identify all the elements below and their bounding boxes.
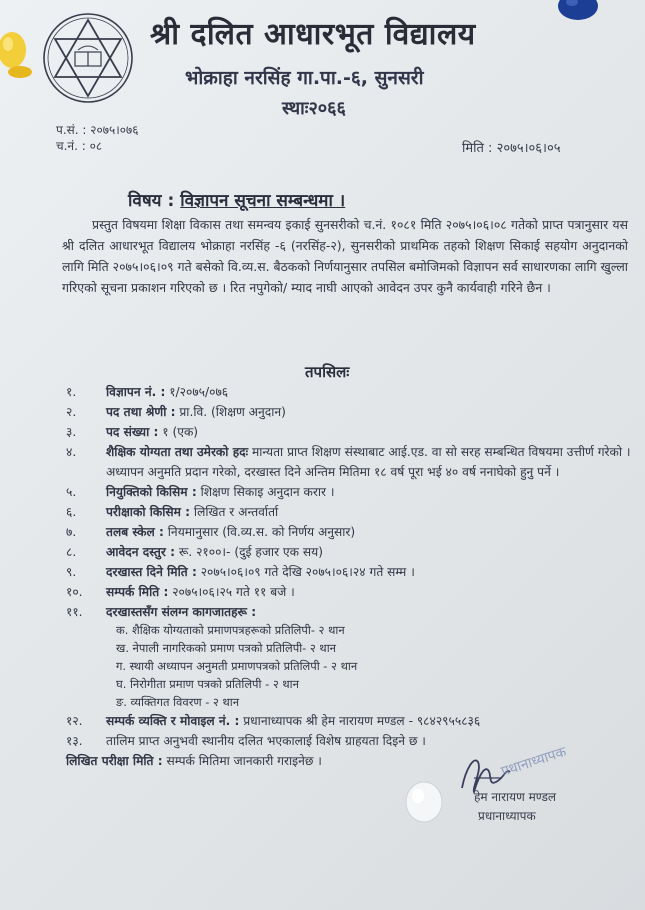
item-text: १/२०७५/०७६ [165, 385, 229, 399]
item-label: सम्पर्क मिति : [106, 585, 169, 599]
list-item [66, 502, 636, 522]
established-year: स्थाः२०६६ [282, 98, 346, 119]
item-text: १ (एक) [158, 425, 199, 439]
reference-block [56, 122, 138, 154]
item-label: शैक्षिक योग्यता तथा उमेरको हदः [106, 445, 249, 459]
list-item [66, 382, 636, 402]
item-label: पद तथा श्रेणी : [106, 405, 176, 419]
list-item [66, 442, 636, 482]
list-item [66, 602, 636, 622]
item-label: नियुक्तिको किसिम : [106, 485, 197, 499]
item-number: ५. [66, 485, 77, 499]
white-pushpin-icon [404, 780, 444, 824]
item-text: २०७५।०६।२५ गते ११ बजे । [168, 585, 295, 599]
item-label: दरखास्तसँग संलग्न कागजातहरू : [106, 605, 257, 619]
item-number: १. [66, 385, 77, 399]
item-label: तलब स्केल : [106, 525, 164, 539]
item-label: आवेदन दस्तुर : [106, 545, 175, 559]
attachment-item: ग. स्थायी अध्यापन अनुमती प्रमाणपत्रको प्रतिलिपी - २ थान [116, 659, 358, 673]
list-item [66, 402, 636, 422]
school-address: भोक्राहा नरसिंह गा.पा.-६, सुनसरी [185, 67, 424, 89]
item-number: ११. [66, 605, 83, 619]
principal-stamp: प्रधानाध्यापक [499, 743, 569, 780]
item-text: प्रा.वि. (शिक्षण अनुदान) [175, 405, 286, 419]
item-text: रू. २१००।- (दुई हजार एक सय) [174, 545, 323, 559]
item-label: सम्पर्क व्यक्ति र मोवाइल नं. : [106, 714, 240, 728]
item-label: विज्ञापन नं. : [106, 385, 166, 399]
details-list [66, 382, 636, 771]
signatory-name: हेम नारायण मण्डल [474, 790, 557, 804]
school-name: श्री दलित आधारभूत विद्यालय [150, 17, 476, 52]
item-label: पद संख्या : [106, 425, 159, 439]
attachments-list [66, 621, 636, 711]
item-number: ४. [66, 445, 77, 459]
item-text: शिक्षण सिकाइ अनुदान करार । [196, 485, 335, 499]
body-paragraph: प्रस्तुत विषयमा शिक्षा विकास तथा समन्वय इकाई सुनसरीको च.नं. १०८१ मिति २०७५।०६।०८ गतेको प्राप्त पत्रानुसार यस श्री दलित आधारभूत विद्यालय भोक्राहा नरसिंह -६ (नरसिंह-२), सुनसरीको प्राथमिक तहको शिक्षण सिकाई सहयोग अनुदानको लागि मिति २०७५।०६।०९ गते बसेको वि.व्य.स. बैठकको निर्णयानुसार तपसिल बमोजिमको विज्ञापन सर्व साधारणका लागि खुल्ला गरिएको सूचना प्रकाशन गरिएको छ । रित नपुगेको/ म्याद नाघी आएको आवेदन उपर कुनै कार्यवाही गरिने छैन । [62, 217, 628, 295]
list-item [66, 542, 636, 562]
yellow-pushpin-icon [0, 28, 34, 80]
item-text: तालिम प्राप्त अनुभवी स्थानीय दलित भएकालाई विशेष ग्राहयता दिइने छ । [106, 734, 426, 748]
item-number: १२. [66, 714, 83, 728]
reference-number: प.सं. : २०७५।०७६ [56, 123, 139, 137]
item-text: २०७५।०६।०९ गते देखि २०७५।०६।२४ गते सम्म । [196, 565, 415, 579]
list-item [66, 522, 636, 542]
list-item [66, 582, 636, 602]
list-item [66, 422, 636, 442]
attachment-item: ङ. व्यक्तिगत विवरण - २ थान [116, 695, 240, 709]
exam-note-text: सम्पर्क मितिमा जानकारी गराइनेछ । [162, 754, 322, 768]
subject-line [128, 188, 345, 211]
document-date: मिति : २०७५।०६।०५ [462, 141, 561, 156]
blue-pushpin-icon [556, 0, 600, 22]
school-logo-icon [42, 12, 134, 104]
attachment-item: क. शैक्षिक योग्यताको प्रमाणपत्रहरूको प्रतिलिपी- २ थान [116, 623, 345, 637]
item-number: ६. [66, 505, 77, 519]
item-number: १३. [66, 734, 83, 748]
item-text: नियमानुसार (वि.व्य.स. को निर्णय अनुसार) [163, 525, 356, 539]
item-number: ७. [66, 525, 77, 539]
exam-note-label: लिखित परीक्षा मिति : [66, 754, 163, 768]
subject-label: विषय : [128, 191, 175, 211]
item-text: मान्यता प्राप्त शिक्षण संस्थाबाट आई.एड. वा सो सरह सम्बन्धित विषयमा उत्तीर्ण गरेको । अध्यापन अनुमति प्रदान गरेको, दरखास्त दिने अन्तिम मितिमा १८ वर्ष पूरा भई ४० वर्ष ननाघेको हुनु पर्ने । [106, 445, 631, 479]
item-text: लिखित र अन्तर्वार्ता [190, 505, 279, 519]
item-number: १०. [66, 585, 83, 599]
signatory-title: प्रधानाध्यापक [478, 809, 536, 823]
list-item [66, 711, 636, 731]
list-item [66, 562, 636, 582]
attachment-item: घ. निरोगीता प्रमाण पत्रको प्रतिलिपी - २ थान [116, 677, 299, 691]
list-item [66, 482, 636, 502]
item-number: ३. [66, 425, 77, 439]
item-number: २. [66, 405, 77, 419]
details-heading: तपसिलः [305, 363, 350, 381]
item-number: ८. [66, 545, 77, 559]
item-label: परीक्षाको किसिम : [106, 505, 191, 519]
item-number: ९. [66, 565, 77, 579]
subject-text: विज्ञापन सूचना सम्बन्धमा । [180, 191, 346, 211]
item-label: दरखास्त दिने मिति : [106, 565, 197, 579]
item-text: प्रधानाध्यापक श्री हेम नारायण मण्डल - ९८४२९५५८३६ [239, 714, 481, 728]
dispatch-number: च.नं. : ०८ [56, 139, 103, 153]
attachment-item: ख. नेपाली नागरिकको प्रमाण पत्रको प्रतिलिपी- २ थान [116, 641, 336, 655]
